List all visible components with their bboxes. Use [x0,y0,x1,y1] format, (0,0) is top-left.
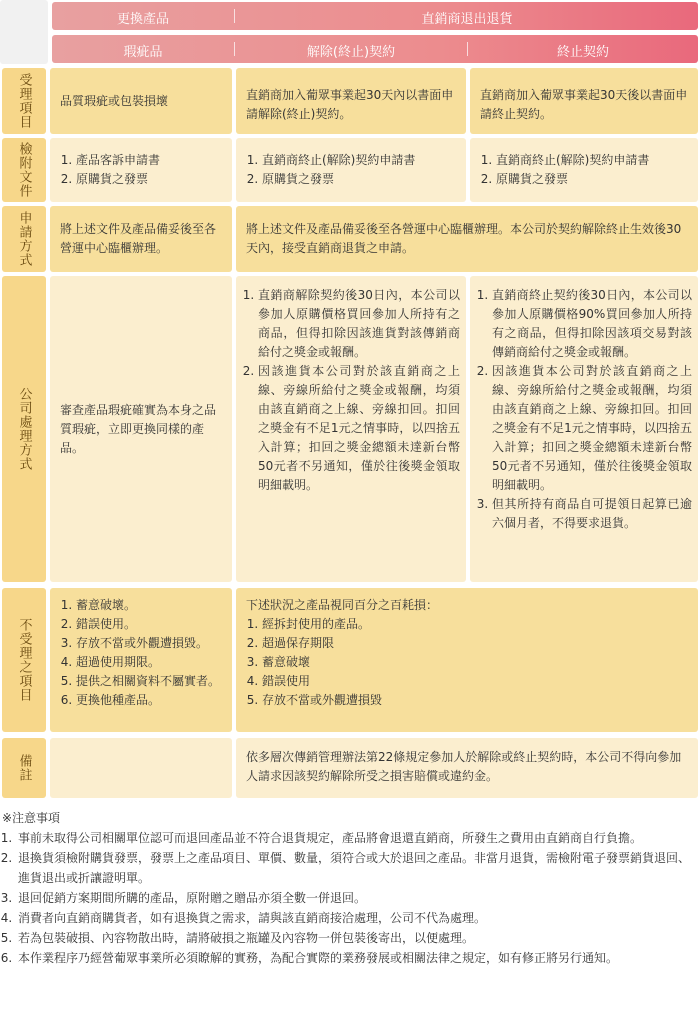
note-item: 3. 退回促銷方案期間所購的產品，原附贈之贈品亦須全數一併退回。 [16,888,698,908]
cell-text: 將上述文件及產品備妥後至各營運中心臨櫃辦理。 [60,222,217,255]
list-item: 2. 原購貨之發票 [262,170,456,189]
header-rescind: 解除(終止)契約 [306,45,396,60]
cell-text: 依多層次傳銷管理辦法第22條規定參加人於解除或終止契約時，本公司不得向參加人請求因該契約解除所受之損害賠償或違約金。 [246,750,682,783]
process-terminate [470,276,698,582]
header-divider [234,9,235,23]
list-item: 1. 直銷商終止(解除)契約申請書 [262,151,456,170]
cell-text: 將上述文件及產品備妥後至各營運中心臨櫃辦理。本公司於契約解除終止生效後30天內，接受直銷商退貨之申請。 [246,222,682,255]
list-item: 3. 蓄意破壞 [262,653,688,672]
list-item: 5. 提供之相關資料不屬實者。 [76,672,222,691]
list-item: 4. 錯誤使用 [262,672,688,691]
list-item: 3. 存放不當或外觀遭損毀。 [76,634,222,653]
row-label-text: 受理項目 [16,73,32,129]
list-item: 1. 蓄意破壞。 [76,596,222,615]
reject-intro: 下述狀況之產品視同百分之百耗損： [246,598,439,612]
header-exchange: 更換產品 [116,12,169,27]
notes-title: ※注意事項 [2,811,61,825]
process-defective [50,276,232,582]
cell-text: 品質瑕疵或包裝損壞 [60,93,169,108]
header-divider [234,42,235,56]
note-item: 1. 事前未取得公司相關單位認可而退回產品並不符合退貨規定，產品將會退還直銷商，所發生之費用由直銷商自行負擔。 [16,828,698,848]
list-item: 1. 經拆封使用的產品。 [262,615,688,634]
accept-defective [50,68,232,134]
header-return: 直銷商退出退貨 [421,12,513,27]
row-label-text: 不受理之項目 [16,618,32,702]
list-item: 2. 因該進貨本公司對於該直銷商之上線、旁線所給付之獎金或報酬，均須由該直銷商之上線、旁線扣回。扣回之獎金有不足1元之情事時，以四捨五入計算；扣回之獎金總額未達新台幣50元者不另通知，僅於往後獎金領取明細載明。 [258,362,460,495]
docs-terminate [470,138,698,202]
reject-return [236,588,698,732]
docs-defective [50,138,232,202]
reject-defective [50,588,232,732]
list-item: 2. 錯誤使用。 [76,615,222,634]
note-item: 6. 本作業程序乃經營葡眾事業所必須瞭解的實務，為配合實際的業務發展或相關法律之規定，如有修正將另行通知。 [16,948,698,968]
cell-text: 審查產品瑕疵確實為本身之品質瑕疵，立即更換同樣的產品。 [60,402,217,455]
remark-defective [50,738,232,798]
note-item: 4. 消費者向直銷商購貨者，如有退換貨之需求，請與該直銷商接洽處理，公司不代為處理。 [16,908,698,928]
list-item: 1. 產品客訴申請書 [76,151,222,170]
list-item: 6. 更換他種產品。 [76,691,222,710]
note-item: 5. 若為包裝破損、內容物散出時，請將破損之瓶罐及內容物一併包裝後寄出，以便處理。 [16,928,698,948]
apply-return [236,206,698,272]
cell-text: 直銷商加入葡眾事業起30天內以書面申請解除(終止)契約。 [246,88,454,121]
list-item: 3. 但其所持有商品自可提領日起算已逾六個月者，不得要求退貨。 [492,495,692,533]
row-label-text: 申請方式 [16,211,32,267]
remark-return [236,738,698,798]
cell-text: 直銷商加入葡眾事業起30天後以書面申請終止契約。 [480,88,688,121]
header-defective: 瑕疵品 [123,45,163,60]
row-label-text: 備註 [16,754,32,782]
list-item: 2. 原購貨之發票 [76,170,222,189]
row-label-process [2,276,46,582]
row-label-apply [2,206,46,272]
row-label-docs [2,138,46,202]
apply-defective [50,206,232,272]
list-item: 2. 超過保存期限 [262,634,688,653]
list-item: 5. 存放不當或外觀遭損毀 [262,691,688,710]
list-item: 1. 直銷商終止(解除)契約申請書 [496,151,688,170]
docs-rescind [236,138,466,202]
row-label-reject [2,588,46,732]
list-item: 1. 直銷商解除契約後30日內，本公司以參加人原購價格買回參加人所持有之商品，但得扣除因該進貨對該傳銷商給付之獎金或報酬。 [258,286,460,362]
row-label-text: 檢附文件 [16,142,32,198]
process-rescind [236,276,466,582]
row-label-accept [2,68,46,134]
row-label-text: 公司處理方式 [16,387,32,471]
list-item: 1. 直銷商終止契約後30日內，本公司以參加人原購價格90%買回參加人所持有之商品，但得扣除因該項交易對該傳銷商給付之獎金或報酬。 [492,286,692,362]
list-item: 4. 超過使用期限。 [76,653,222,672]
row-label-remark [2,738,46,798]
list-item: 2. 因該進貨本公司對於該直銷商之上線、旁線所給付之獎金或報酬，均須由該直銷商之上線、旁線扣回。扣回之獎金有不足1元之情事時，以四捨五入計算；扣回之獎金總額未達新台幣50元者不另通知，僅於往後獎金領取明細載明。 [492,362,692,495]
list-item: 2. 原購貨之發票 [496,170,688,189]
notes-section [2,808,698,968]
note-item: 2. 退換貨須檢附購貨發票，發票上之產品項目、單價、數量，須符合或大於退回之產品。非當月退貨，需檢附電子發票銷貨退回、進貨退出或折讓證明單。 [16,848,698,888]
accept-rescind [236,68,466,134]
corner-blank [0,0,48,64]
header-terminate: 終止契約 [556,45,609,60]
accept-terminate [470,68,698,134]
